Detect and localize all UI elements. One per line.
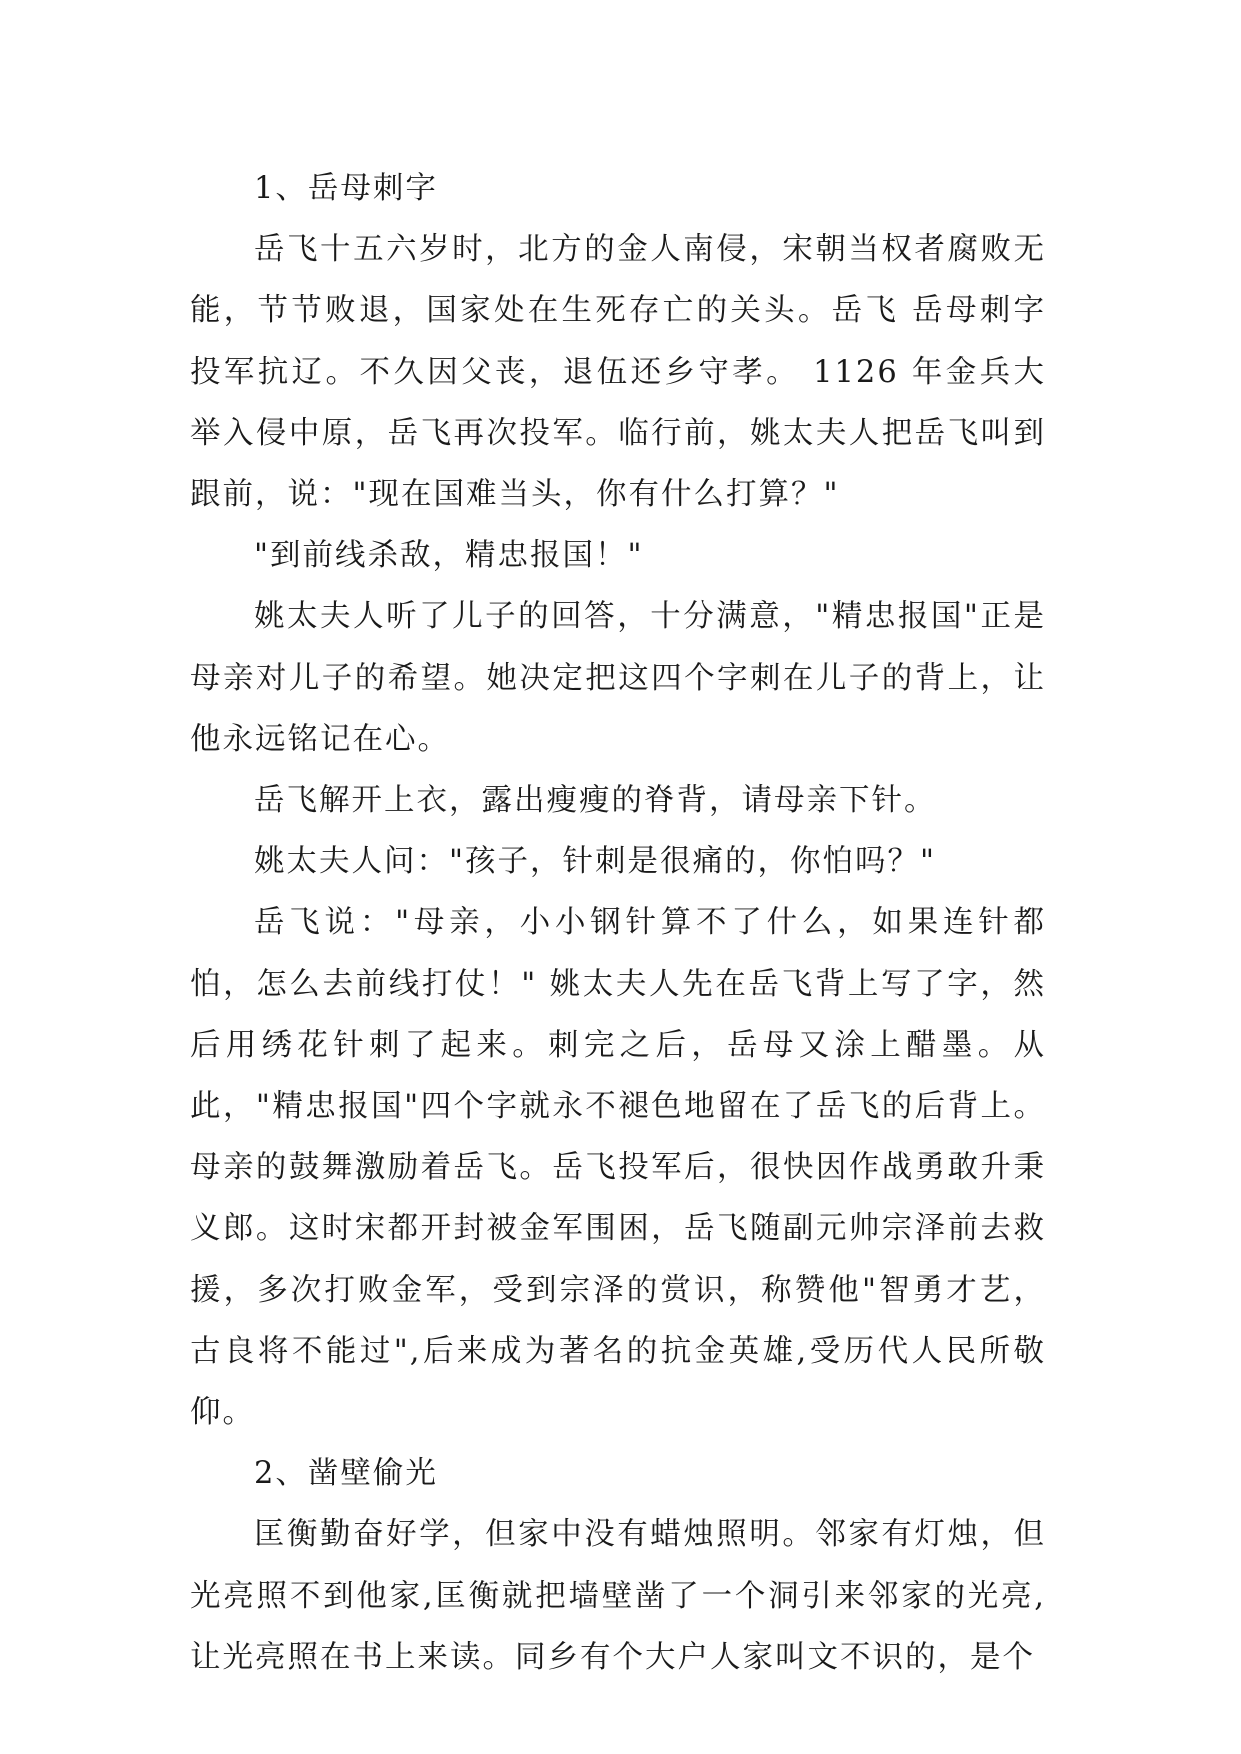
section-heading: 1、岳母刺字 <box>254 171 438 206</box>
paragraph: 姚太夫人问："孩子，针刺是很痛的，你怕吗？" <box>254 844 937 880</box>
paragraph: 姚太夫人听了儿子的回答，十分满意，"精忠报国"正是母亲对儿子的希望。她决定把这四个字刺在儿子的背上，让他永远铭记在心。 <box>190 599 1046 757</box>
paragraph: 匡衡勤奋好学，但家中没有蜡烛照明。邻家有灯烛，但光亮照不到他家,匡衡就把墙壁凿了一个洞引来邻家的光亮,让光亮照在书上来读。同乡有个大户人家叫文不识的，是个 <box>190 1517 1046 1675</box>
paragraph: 岳飞解开上衣，露出瘦瘦的脊背，请母亲下针。 <box>254 783 937 819</box>
paragraph: "到前线杀敌，精忠报国！" <box>254 538 644 574</box>
section-heading: 2、凿壁偷光 <box>254 1456 438 1492</box>
paragraph: 岳飞十五六岁时，北方的金人南侵，宋朝当权者腐败无能，节节败退，国家处在生死存亡的关头。岳飞 岳母刺字投军抗辽。不久因父丧，退伍还乡守孝。 1126 年金兵大举入侵中原，岳飞再次投军。临行前，姚太夫人把岳飞叫到跟前，说："现在国难当头，你有什么打算？" <box>190 232 1046 513</box>
document-body <box>190 158 1046 1688</box>
paragraph: 岳飞说："母亲，小小钢针算不了什么，如果连针都怕，怎么去前线打仗！" 姚太夫人先在岳飞背上写了字，然后用绣花针刺了起来。刺完之后，岳母又涂上醋墨。从此，"精忠报国"四个字就永不褪色地留在了岳飞的后背上。 母亲的鼓舞激励着岳飞。岳飞投军后，很快因作战勇敢升秉义郎。这时宋都开封被金军围困，岳飞随副元帅宗泽前去救援，多次打败金军，受到宗泽的赏识，称赞他"智勇才艺，古良将不能过",后来成为著名的抗金英雄,受历代人民所敬仰。 <box>190 905 1046 1431</box>
